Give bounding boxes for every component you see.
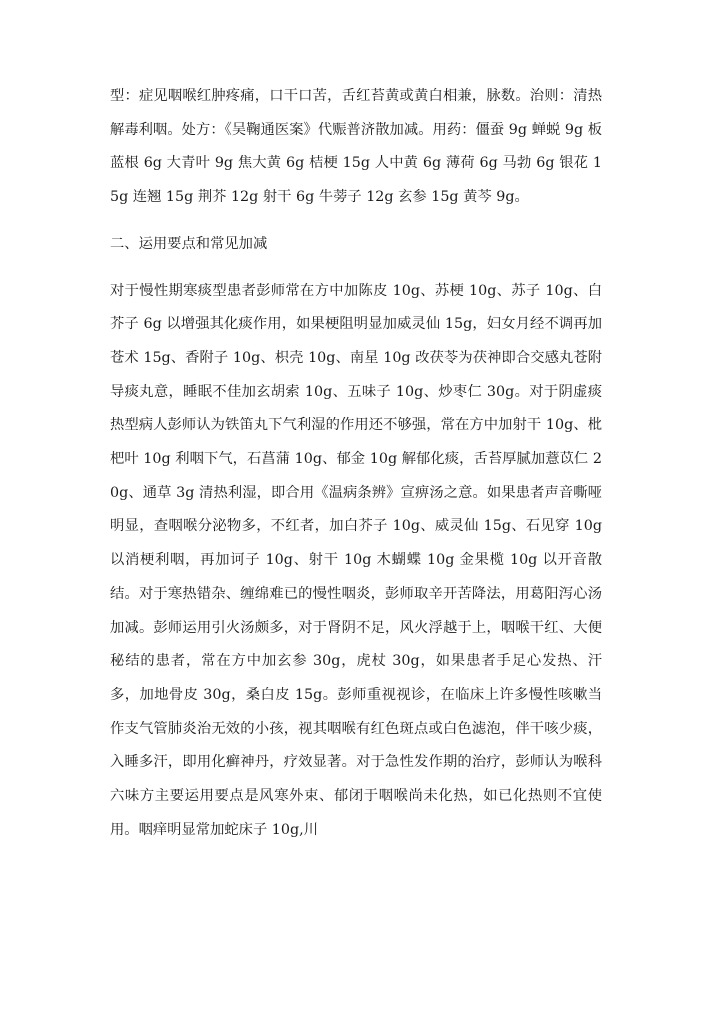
document-page (110, 80, 602, 847)
paragraph-formula: 型：症见咽喉红肿疼痛，口干口苦，舌红苔黄或黄白相兼，脉数。治则：清热解毒利咽。处方：《吴鞠通医案》代赈普济散加减。用药：僵蚕 9g 蝉蜕 9g 板蓝根 6g 大青叶 9g 焦大黄 6g 桔梗 15g 人中黄 6g 薄荷 6g 马勃 6g 银花 15g 连翘 15g 荆芥 12g 射干 6g 牛蒡子 12g 玄参 15g 黄芩 9g。 (110, 88, 602, 206)
section-heading: 二、运用要点和常见加减 (110, 235, 268, 252)
paragraph-modifications: 对于慢性期寒痰型患者彭师常在方中加陈皮 10g、苏梗 10g、苏子 10g、白芥子 6g 以增强其化痰作用，如果梗阻明显加威灵仙 15g，妇女月经不调再加苍术 15g、香附子 10g、枳壳 10g、南星 10g 改茯苓为茯神即合交感丸苍附导痰丸意，睡眠不佳加玄胡索 10g、五味子 10g、炒枣仁 30g。对于阴虚痰热型病人彭师认为铁笛丸下气利湿的作用还不够强，常在方中加射干 10g、枇杷叶 10g 利咽下气，石菖蒲 10g、郁金 10g 解郁化痰，舌苔厚腻加薏苡仁 20g、通草 3g 清热利湿，即合用《温病条辨》宣痹汤之意。如果患者声音嘶哑明显，查咽喉分泌物多，不红者，加白芥子 10g、威灵仙 15g、石见穿 10g 以消梗利咽，再加诃子 10g、射干 10g 木蝴蝶 10g 金果榄 10g 以开音散结。对于寒热错杂、缠绵难已的慢性咽炎，彭师取辛开苦降法，用葛阳泻心汤加减。彭师运用引火汤颇多，对于肾阴不足，风火浮越于上，咽喉干红、大便秘结的患者，常在方中加玄参 30g，虎杖 30g，如果患者手足心发热、汗多，加地骨皮 30g，桑白皮 15g。彭师重视视诊，在临床上许多慢性咳嗽当作支气管肺炎治无效的小孩，视其咽喉有红色斑点或白色滤泡，伴干咳少痰，入睡多汗，即用化癣神丹，疗效显著。对于急性发作期的治疗，彭师认为喉科六味方主要运用要点是风寒外束、郁闭于咽喉尚未化热，如已化热则不宜使用。咽痒明显常加蛇床子 10g,川 (110, 282, 602, 838)
